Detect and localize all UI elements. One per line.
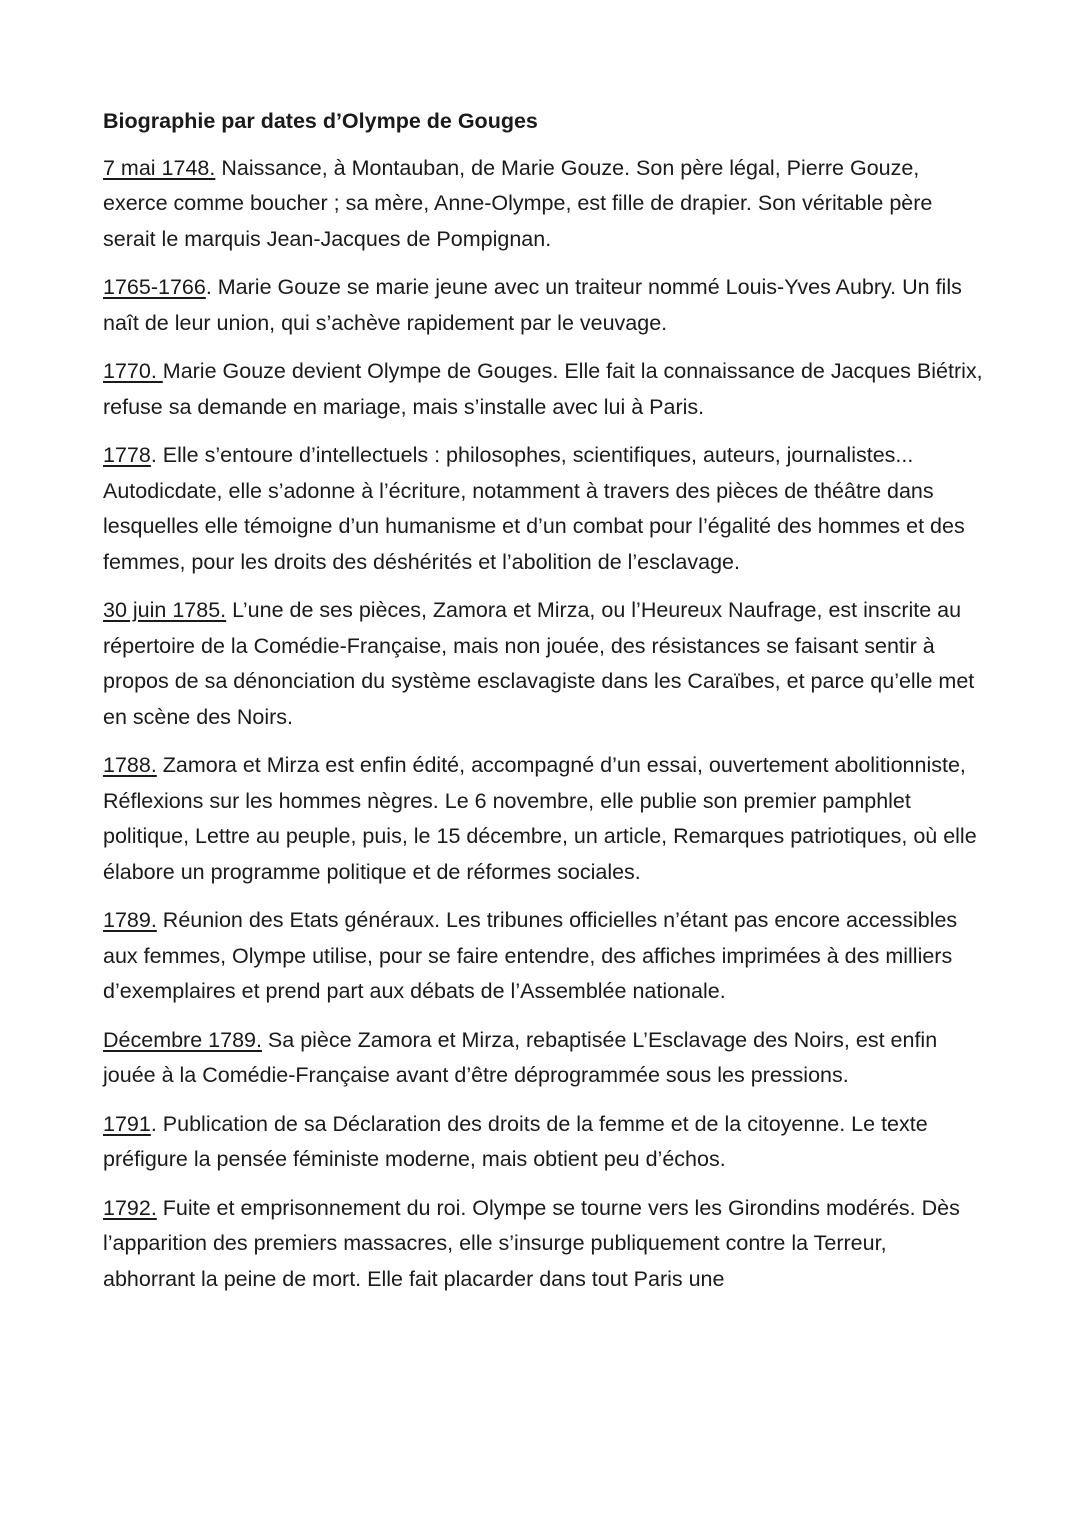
document-page: [103, 104, 983, 1310]
entry-date: 1792.: [103, 1195, 157, 1220]
entry-text: Fuite et emprisonnement du roi. Olympe se tourne vers les Girondins modérés. Dès l’apparition des premiers massacres, elle s’insurge publiquement contre la Terreur, abhorrant la peine de mort. Elle fait placarder dans tout Paris une: [103, 1195, 960, 1291]
entry-text: . Elle s’entoure d’intellectuels : philosophes, scientifiques, auteurs, journalistes... Autodicdate, elle s’adonne à l’écriture, notamment à travers des pièces de théâtre dans lesquelles elle témoigne d’un humanisme et d’un combat pour l’égalité des hommes et des femmes, pour les droits des déshérités et l’abolition de l’esclavage.: [103, 443, 965, 574]
entry-text: Sa pièce Zamora et Mirza, rebaptisée L’Esclavage des Noirs, est enfin jouée à la Comédie-Française avant d’être déprogrammée sous les pressions.: [103, 1027, 938, 1087]
entry-1785: [103, 593, 983, 735]
entry-date: 1788.: [103, 753, 157, 777]
entry-date: 7 mai 1748.: [103, 155, 216, 180]
entry-1778: [103, 438, 983, 580]
entry-text: L’une de ses pièces, Zamora et Mirza, ou l’Heureux Naufrage, est inscrite au répertoire de la Comédie-Française, mais non jouée, des résistances se faisant sentir à propos de sa dénonciation du système esclavagiste dans les Caraïbes, et parce qu’elle met en scène des Noirs.: [103, 598, 975, 729]
entry-text: Réunion des Etats généraux. Les tribunes officielles n’étant pas encore accessibles aux femmes, Olympe utilise, pour se faire entendre, des affiches imprimées à des milliers d’exemplaires et prend part aux débats de l’Assemblée nationale.: [103, 908, 958, 1003]
entry-date: 1789.: [103, 908, 157, 932]
entry-date: 30 juin 1785.: [103, 598, 227, 622]
entry-text: Naissance, à Montauban, de Marie Gouze. Son père légal, Pierre Gouze, exerce comme boucher ; sa mère, Anne-Olympe, est fille de drapier. Son véritable père serait le marquis Jean-Jacques de Pompignan.: [103, 155, 933, 251]
entry-december-1789: [103, 1023, 983, 1094]
entry-1748: [103, 151, 983, 258]
entry-1765: [103, 270, 983, 341]
entry-date: Décembre 1789.: [103, 1027, 262, 1052]
entry-date: 1778: [103, 443, 151, 467]
entry-text: . Publication de sa Déclaration des droits de la femme et de la citoyenne. Le texte préfigure la pensée féministe moderne, mais obtient peu d’échos.: [103, 1111, 928, 1171]
entry-1791: [103, 1107, 983, 1178]
entry-text: Zamora et Mirza est enfin édité, accompagné d’un essai, ouvertement abolitionniste, Réflexions sur les hommes nègres. Le 6 novembre, elle publie son premier pamphlet politique, Lettre au peuple, puis, le 15 décembre, un article, Remarques patriotiques, où elle élabore un programme politique et de réformes sociales.: [103, 753, 977, 884]
entry-1788: [103, 748, 983, 890]
document-title: Biographie par dates d’Olympe de Gouges: [103, 109, 538, 133]
entry-date: 1770.: [103, 359, 163, 383]
entry-1770: [103, 354, 983, 425]
entry-text: . Marie Gouze se marie jeune avec un traiteur nommé Louis-Yves Aubry. Un fils naît de leur union, qui s’achève rapidement par le veuvage.: [103, 275, 962, 335]
entry-1792: [103, 1191, 983, 1298]
entry-date: 1765-1766: [103, 275, 206, 299]
entry-date: 1791: [103, 1111, 151, 1136]
entry-text: Marie Gouze devient Olympe de Gouges. Elle fait la connaissance de Jacques Biétrix, refuse sa demande en mariage, mais s’installe avec lui à Paris.: [103, 359, 983, 419]
entry-1789: [103, 903, 983, 1010]
